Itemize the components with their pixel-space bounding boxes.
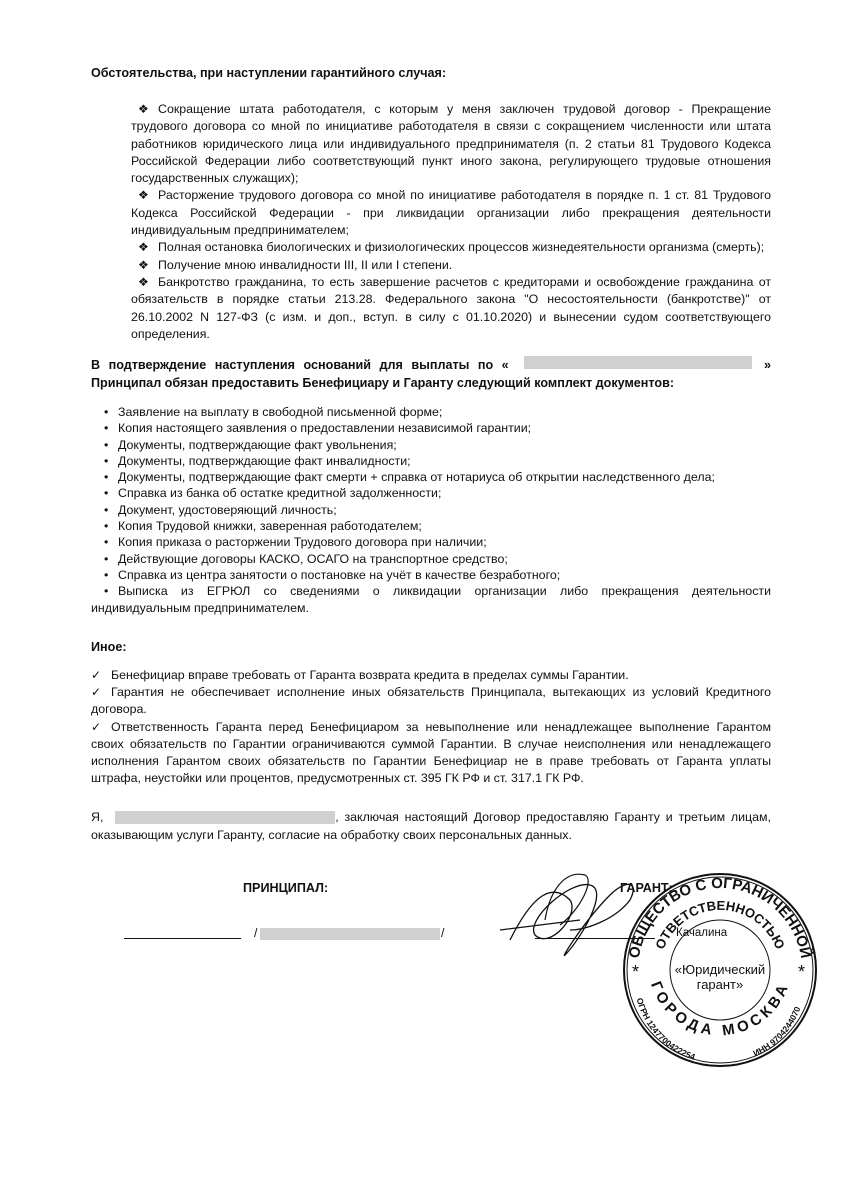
list-item: [91, 502, 771, 518]
stamp-center-line1: «Юридический: [674, 962, 766, 977]
list-item: [91, 274, 771, 343]
guarantor-label: ГАРАНТ:: [620, 881, 673, 895]
item-text: Документ, удостоверяющий личность;: [118, 502, 337, 517]
item-text: Выписка из ЕГРЮЛ со сведениями о ликвидации организации либо прекращения деятельности индивидуальным предпринимателем.: [91, 584, 771, 615]
guarantor-signer: Качалина: [676, 927, 728, 939]
list-item: [91, 239, 771, 256]
redacted-text: [524, 356, 752, 369]
diamond-bullet-icon: ❖: [138, 240, 149, 255]
diamond-bullet-icon: ❖: [138, 188, 149, 203]
list-item: [91, 101, 771, 187]
stamp-inn: ИНН 9704244070: [751, 1005, 803, 1059]
diamond-bullet-icon: ❖: [138, 274, 149, 289]
slash: /: [441, 926, 445, 940]
item-text: Документы, подтверждающие факт инвалидности;: [118, 453, 411, 468]
list-item: [91, 534, 771, 550]
other-list: [91, 667, 771, 787]
heading-text: В подтверждение наступления оснований для выплаты по «: [91, 358, 509, 372]
stamp-outer-text: ОБЩЕСТВО С ОГРАНИЧЕННОЙ: [625, 874, 815, 960]
item-text: Получение мною инвалидности III, II или I степени.: [158, 257, 453, 272]
bullet-icon: •: [104, 437, 109, 452]
bullet-icon: •: [104, 519, 109, 534]
bullet-icon: •: [104, 405, 109, 419]
list-item: [91, 583, 771, 616]
bullet-icon: •: [104, 502, 109, 517]
redacted-name: [115, 811, 335, 824]
diamond-bullet-icon: ❖: [138, 257, 149, 272]
bullet-icon: •: [104, 567, 109, 582]
circumstances-list: [91, 101, 771, 343]
section-heading-circumstances: Обстоятельства, при наступлении гарантийного случая:: [91, 66, 447, 80]
item-text: Справка из банка об остатке кредитной задолженности;: [118, 486, 442, 501]
redacted-principal-name: [260, 928, 440, 940]
item-text: Ответственность Гаранта перед Бенефициаром за невыполнение или ненадлежащее выполнение Гарантом своих обязательств по Гарантии ограничиваются суммой Гарантии. В случае неисполнения или ненадлежащего исполнения Гарантом своих обязательств по Гарантии Бенефициар не в праве требовать от Гаранта уплаты штрафа, неустойки или процентов, предусмотренных ст. 395 ГК РФ и ст. 317.1 ГК РФ.: [91, 719, 771, 786]
section-heading-documents: [91, 356, 771, 392]
item-text: Банкротство гражданина, то есть завершение расчетов с кредиторами и освобождение гражданина от обязательств в порядке статьи 213.28. Федерального закона "О несостоятельности (банкротстве)" от 26.10.2002 N 127-ФЗ (с изм. и доп., вступ. в силу с 01.10.2020) и вынесении судом соответствующего определения.: [131, 274, 771, 341]
bullet-icon: •: [104, 535, 109, 550]
list-item: [91, 518, 771, 534]
bullet-icon: •: [104, 486, 109, 501]
consent-paragraph: [91, 808, 771, 844]
check-icon: ✓: [91, 719, 102, 734]
item-text: Гарантия не обеспечивает исполнение иных обязательств Принципала, вытекающих из условий Кредитного договора.: [91, 685, 771, 717]
list-item: [91, 485, 771, 501]
item-text: Справка из центра занятости о постановке на учёт в качестве безработного;: [118, 567, 561, 582]
documents-list: [91, 404, 771, 616]
item-text: Полная остановка биологических и физиологических процессов жизнедеятельности организма (смерть);: [158, 240, 765, 255]
heading-text-line2: Принципал обязан предоставить Бенефициару и Гаранту следующий комплект документов:: [91, 376, 675, 390]
stamp-inner-text: ОТВЕТСТВЕННОСТЬЮ: [652, 897, 788, 952]
heading-text-end: »: [763, 358, 771, 372]
list-item: [91, 684, 771, 718]
item-text: Заявление на выплату в свободной письменной форме;: [118, 405, 443, 419]
stamp-center-line2: гарант»: [696, 977, 744, 992]
list-item: [91, 551, 771, 567]
bullet-icon: •: [104, 421, 109, 436]
section-heading-other: Иное:: [91, 640, 127, 654]
item-text: Бенефициар вправе требовать от Гаранта возврата кредита в пределах суммы Гарантии.: [111, 668, 629, 682]
bullet-icon: •: [104, 470, 109, 485]
company-stamp: [620, 870, 820, 1070]
bullet-icon: •: [104, 551, 109, 566]
stamp-star-icon: *: [798, 962, 806, 982]
list-item: [91, 453, 771, 469]
bullet-icon: •: [104, 453, 109, 468]
slash: /: [254, 926, 258, 940]
stamp-city-text: ГОРОДА МОСКВА: [647, 978, 794, 1040]
principal-label: ПРИНЦИПАЛ:: [243, 881, 329, 895]
list-item: [91, 437, 771, 453]
item-text: Расторжение трудового договора со мной по инициативе работодателя в порядке п. 1 ст. 81 Трудового Кодекса Российской Федерации - при ликвидации организации либо прекращения деятельности индивидуальным предпринимателем;: [131, 188, 771, 238]
svg-text:ОБЩЕСТВО С ОГРАНИЧЕННОЙ: [626, 875, 815, 960]
list-item: [91, 420, 771, 436]
list-item: [91, 719, 771, 788]
item-text: Сокращение штата работодателя, с которым у меня заключен трудовой договор - Прекращение трудового договора со мной по инициативе работодателя в связи с сокращением численности или штата работников юридического лица или индивидуального предпринимателя (п. 2 статьи 81 Трудового Кодекса Российской Федерации либо соответствующий пункт иного закона, регулирующего трудовые отношения государственных служащих);: [131, 102, 771, 186]
list-item: [91, 667, 771, 684]
list-item: [91, 404, 771, 420]
check-icon: ✓: [91, 668, 102, 682]
list-item: [91, 567, 771, 583]
item-text: Документы, подтверждающие факт увольнения;: [118, 437, 397, 452]
stamp-star-icon: *: [632, 962, 640, 982]
stamp-ogrn: ОГРН 1247700422254: [634, 996, 697, 1062]
check-icon: ✓: [91, 685, 102, 700]
diamond-bullet-icon: ❖: [138, 102, 149, 116]
list-item: [91, 257, 771, 274]
item-text: Копия Трудовой книжки, заверенная работодателем;: [118, 519, 422, 534]
list-item: [91, 187, 771, 239]
consent-prefix: Я,: [91, 810, 104, 824]
principal-signature-line: [124, 938, 241, 939]
item-text: Документы, подтверждающие факт смерти + справка от нотариуса об открытии наследственного дела;: [118, 470, 715, 485]
bullet-icon: •: [104, 584, 109, 599]
item-text: Действующие договоры КАСКО, ОСАГО на транспортное средство;: [118, 551, 508, 566]
list-item: [91, 469, 771, 485]
item-text: Копия приказа о расторжении Трудового договора при наличии;: [118, 535, 487, 550]
item-text: Копия настоящего заявления о предоставлении независимой гарантии;: [118, 421, 532, 436]
consent-text: , заключая настоящий Договор предоставляю Гаранту и третьим лицам, оказывающим услуги Гаранту, согласие на обработку своих персональных данных.: [91, 810, 771, 842]
